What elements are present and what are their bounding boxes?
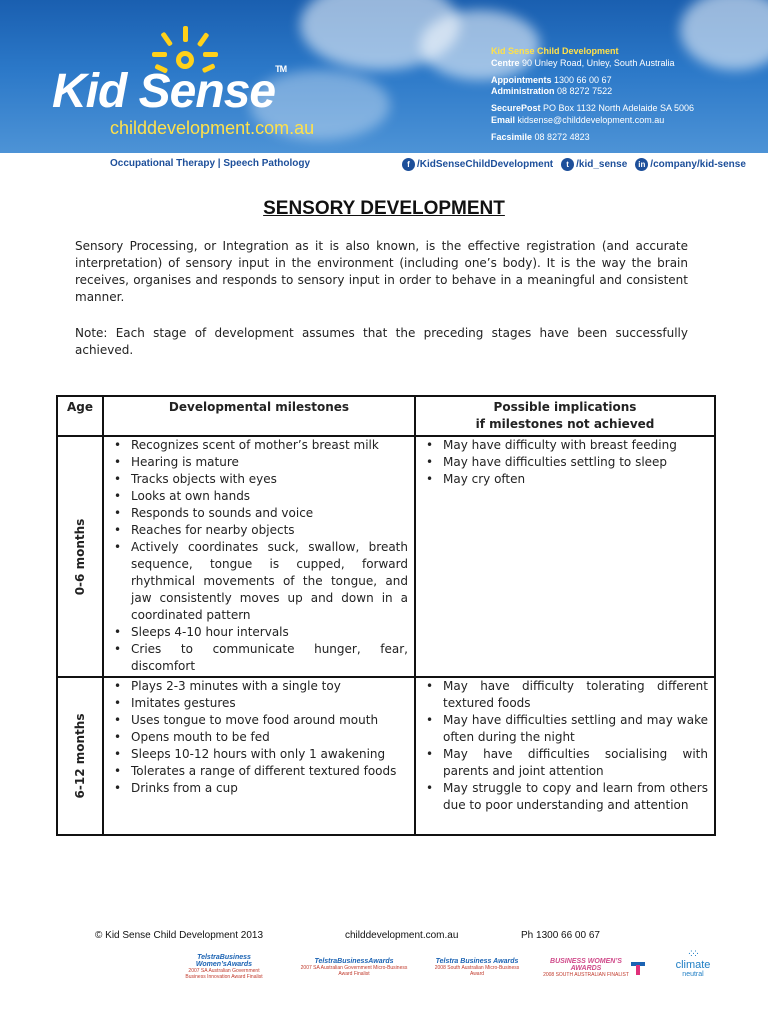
header-banner <box>0 0 768 153</box>
header-implications: Possible implications if milestones not achieved <box>415 396 715 436</box>
list-item: • Hearing is mature <box>110 454 408 471</box>
appointments-line: Appointments 1300 66 00 67 <box>491 74 612 85</box>
award-logo: TelstraBusinessAwards 2007 SA Australian Government Micro-Business Award Finalist <box>300 958 408 977</box>
header-milestones: Developmental milestones <box>103 396 415 436</box>
table-row <box>57 677 715 835</box>
email-line: Email kidsense@childdevelopment.com.au <box>491 114 665 125</box>
age-cell: 0-6 months <box>57 436 103 677</box>
list-item: • Opens mouth to be fed <box>110 729 408 746</box>
table-row <box>57 436 715 677</box>
social-links <box>402 158 746 171</box>
list-item: • Imitates gestures <box>110 695 408 712</box>
list-item: • Looks at own hands <box>110 488 408 505</box>
award-logo: TelstraBusiness Women’sAwards 2007 SA Australian Government Business Innovation Award Finalist <box>185 954 263 980</box>
milestones-list <box>110 678 408 797</box>
services-strip <box>0 153 768 177</box>
footer-phone: Ph 1300 66 00 67 <box>521 930 600 941</box>
milestones-cell <box>103 436 415 677</box>
table-header-row <box>57 396 715 436</box>
list-item: • May have difficulty tolerating different textured foods <box>422 678 708 712</box>
list-item: • May cry often <box>422 471 708 488</box>
awards-strip <box>0 948 768 1008</box>
header-age: Age <box>57 396 103 436</box>
securepost-line: SecurePost PO Box 1132 North Adelaide SA 5006 <box>491 103 694 114</box>
centre-line: Centre 90 Unley Road, Unley, South Australia <box>491 57 675 68</box>
intro-paragraph: Sensory Processing, or Integration as it is also known, is the effective registration (and accurate interpretation) of sensory input in the environment (including one’s body). It is the way the brain receives, organises and responds to sensory input in order to behave in a meaningful and consistent manner. <box>75 239 688 304</box>
list-item: • May have difficulty with breast feeding <box>422 437 708 454</box>
list-item: • May have difficulties settling and may wake often during the night <box>422 712 708 746</box>
award-logo: BUSINESS WOMEN’S AWARDS 2008 SOUTH AUSTRALIAN FINALIST <box>543 958 629 978</box>
twitter-icon: t <box>561 158 574 171</box>
list-item: • Drinks from a cup <box>110 780 408 797</box>
implications-cell <box>415 677 715 835</box>
list-item: • Tolerates a range of different textured foods <box>110 763 408 780</box>
list-item: • Actively coordinates suck, swallow, breath sequence, tongue is cupped, forward rhythmical movements of the tongue, and jaw consistently moves up and down in a coordinated pattern <box>110 539 408 624</box>
award-logo: Telstra Business Awards 2008 South Australian Micro-Business Award <box>434 958 520 977</box>
telstra-t-icon <box>630 960 646 976</box>
implications-list <box>422 437 708 488</box>
twitter-link[interactable]: t /kid_sense <box>561 158 627 171</box>
climate-dots-icon: ·:·:· <box>687 948 699 959</box>
org-name: Kid Sense Child Development <box>491 46 619 56</box>
services-text: Occupational Therapy | Speech Pathology <box>110 158 311 169</box>
implications-cell <box>415 436 715 677</box>
list-item: • Sleeps 4-10 hour intervals <box>110 624 408 641</box>
milestones-cell <box>103 677 415 835</box>
list-item: • Sleeps 10-12 hours with only 1 awakening <box>110 746 408 763</box>
linkedin-icon: in <box>635 158 648 171</box>
facebook-icon: f <box>402 158 415 171</box>
linkedin-link[interactable]: in /company/kid-sense <box>635 158 746 171</box>
list-item: • Uses tongue to move food around mouth <box>110 712 408 729</box>
list-item: • May have difficulties settling to sleep <box>422 454 708 471</box>
list-item: • Recognizes scent of mother’s breast milk <box>110 437 408 454</box>
list-item: • Reaches for nearby objects <box>110 522 408 539</box>
age-cell: 6-12 months <box>57 677 103 835</box>
administration-line: Administration 08 8272 7522 <box>491 86 613 97</box>
implications-list <box>422 678 708 814</box>
list-item: • Tracks objects with eyes <box>110 471 408 488</box>
facsimile-line: Facsimile 08 8272 4823 <box>491 131 590 142</box>
list-item: • Plays 2-3 minutes with a single toy <box>110 678 408 695</box>
milestones-list <box>110 437 408 675</box>
logo-wordmark: Kid Sense™ <box>52 64 287 118</box>
page-title: SENSORY DEVELOPMENT <box>263 198 505 219</box>
note-paragraph: Note: Each stage of development assumes that the preceding stages have been successfully achieved. <box>75 326 688 357</box>
climate-neutral-logo: ·:·:· climate neutral <box>668 948 718 978</box>
list-item: • Responds to sounds and voice <box>110 505 408 522</box>
list-item: • May have difficulties socialising with parents and joint attention <box>422 746 708 780</box>
footer-website[interactable]: childdevelopment.com.au <box>345 930 459 941</box>
milestones-table <box>56 395 716 836</box>
logo-url: childdevelopment.com.au <box>110 118 315 138</box>
facebook-link[interactable]: f /KidSenseChildDevelopment <box>402 158 553 171</box>
list-item: • May struggle to copy and learn from others due to poor understanding and attention <box>422 780 708 814</box>
list-item: • Cries to communicate hunger, fear, discomfort <box>110 641 408 675</box>
contact-block <box>491 46 694 144</box>
footer-copyright: © Kid Sense Child Development 2013 <box>95 930 264 941</box>
